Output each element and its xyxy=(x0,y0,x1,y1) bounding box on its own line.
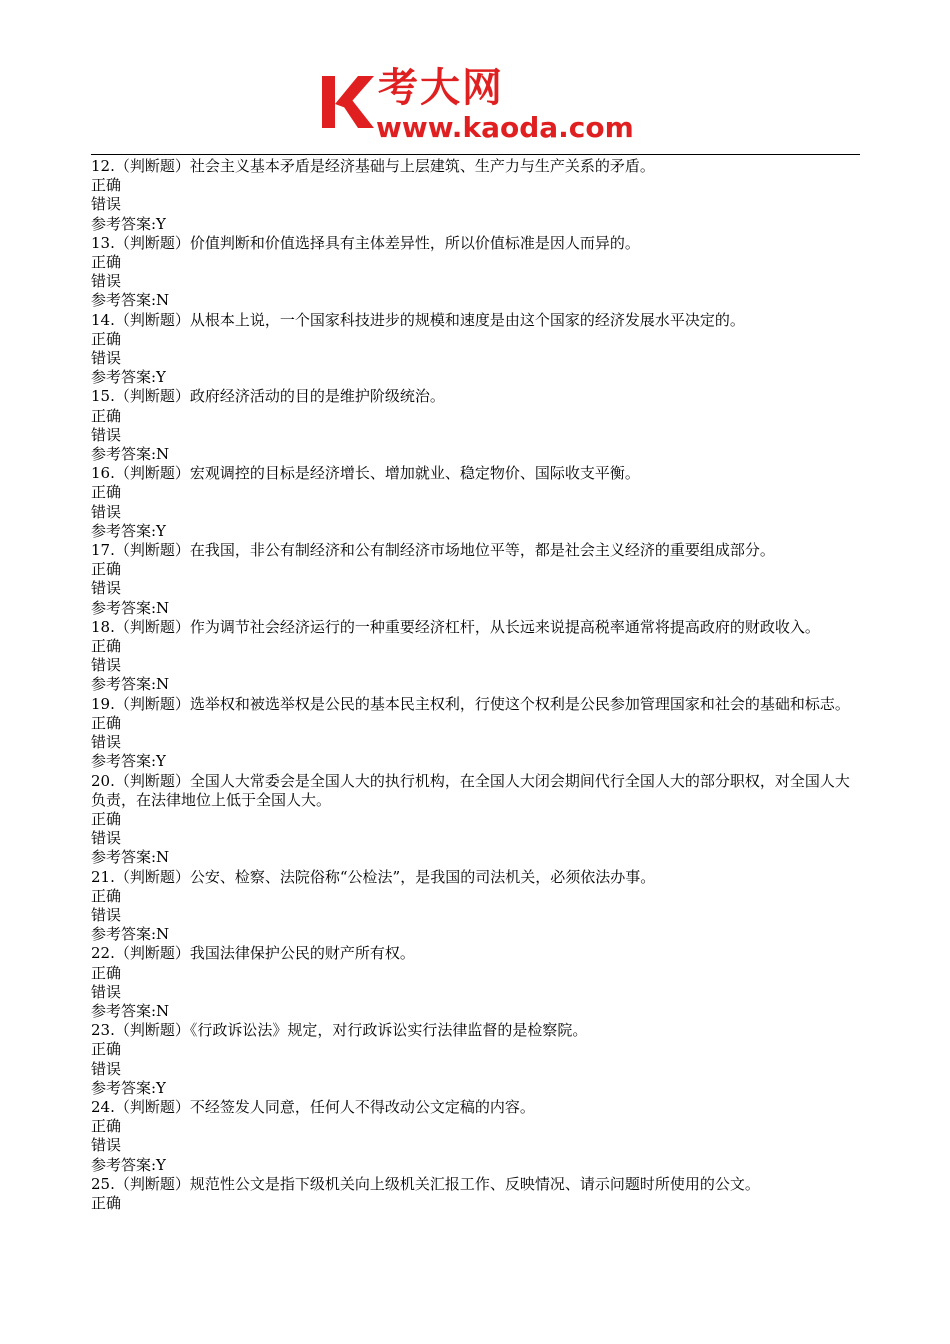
question-stem: 22.（判断题）我国法律保护公民的财产所有权。 xyxy=(91,944,415,963)
question-23 xyxy=(91,1021,863,1098)
reference-answer: 参考答案:N xyxy=(91,925,170,944)
option-correct: 正确 xyxy=(91,406,122,425)
option-wrong: 错误 xyxy=(91,502,122,521)
reference-answer: 参考答案:N xyxy=(91,291,170,310)
page-header xyxy=(318,66,638,148)
logo-title: 考大网 xyxy=(378,65,504,111)
question-stem: 19.（判断题）选举权和被选举权是公民的基本民主权利，行使这个权利是公民参加管理国家和社会的基础和标志。 xyxy=(91,694,850,713)
option-wrong: 错误 xyxy=(91,425,122,444)
question-stem: 25.（判断题）规范性公文是指下级机关向上级机关汇报工作、反映情况、请示问题时所使用的公文。 xyxy=(91,1174,760,1193)
question-stem: 23.（判断题）《行政诉讼法》规定，对行政诉讼实行法律监督的是检察院。 xyxy=(91,1021,588,1040)
reference-answer: 参考答案:Y xyxy=(91,752,166,771)
option-correct: 正确 xyxy=(91,809,122,828)
question-stem: 15.（判断题）政府经济活动的目的是维护阶级统治。 xyxy=(91,387,445,406)
option-wrong: 错误 xyxy=(91,829,122,848)
question-stem: 12.（判断题）社会主义基本矛盾是经济基础与上层建筑、生产力与生产关系的矛盾。 xyxy=(91,157,655,175)
question-stem: 13.（判断题）价值判断和价值选择具有主体差异性，所以价值标准是因人而异的。 xyxy=(91,233,640,252)
question-24 xyxy=(91,1098,863,1175)
reference-answer: 参考答案:N xyxy=(91,445,170,464)
option-correct: 正确 xyxy=(91,560,122,579)
option-correct: 正确 xyxy=(91,1193,122,1212)
option-correct: 正确 xyxy=(91,176,122,195)
reference-answer: 参考答案:Y xyxy=(91,368,166,387)
option-correct: 正确 xyxy=(91,483,122,502)
reference-answer: 参考答案:Y xyxy=(91,1078,166,1097)
option-correct: 正确 xyxy=(91,713,122,732)
question-stem: 18.（判断题）作为调节社会经济运行的一种重要经济杠杆，从长远来说提高税率通常将提高政府的财政收入。 xyxy=(91,617,820,636)
question-20 xyxy=(91,772,863,868)
question-stem: 17.（判断题）在我国，非公有制经济和公有制经济市场地位平等，都是社会主义经济的重要组成部分。 xyxy=(91,541,775,560)
question-12 xyxy=(91,157,863,234)
question-16 xyxy=(91,464,863,541)
question-stem: 24.（判断题）不经签发人同意，任何人不得改动公文定稿的内容。 xyxy=(91,1097,535,1116)
question-stem: 16.（判断题）宏观调控的目标是经济增长、增加就业、稳定物价、国际收支平衡。 xyxy=(91,464,640,483)
option-wrong: 错误 xyxy=(91,905,122,924)
option-correct: 正确 xyxy=(91,1117,122,1136)
reference-answer: 参考答案:Y xyxy=(91,1155,166,1174)
option-correct: 正确 xyxy=(91,253,122,272)
question-13 xyxy=(91,234,863,311)
option-correct: 正确 xyxy=(91,886,122,905)
option-wrong: 错误 xyxy=(91,272,122,291)
question-14 xyxy=(91,311,863,388)
question-18 xyxy=(91,618,863,695)
header-divider xyxy=(91,154,860,155)
kaoda-k-logo-icon xyxy=(318,70,378,134)
option-wrong: 错误 xyxy=(91,195,122,214)
question-17 xyxy=(91,541,863,618)
question-25 xyxy=(91,1175,863,1213)
reference-answer: 参考答案:Y xyxy=(91,521,166,540)
option-wrong: 错误 xyxy=(91,579,122,598)
logo-url: www.kaoda.com xyxy=(376,111,634,144)
question-15 xyxy=(91,387,863,464)
option-wrong: 错误 xyxy=(91,982,122,1001)
question-21 xyxy=(91,868,863,945)
option-wrong: 错误 xyxy=(91,1136,122,1155)
option-wrong: 错误 xyxy=(91,349,122,368)
question-22 xyxy=(91,944,863,1021)
reference-answer: 参考答案:N xyxy=(91,848,170,867)
reference-answer: 参考答案:N xyxy=(91,675,170,694)
reference-answer: 参考答案:Y xyxy=(91,214,166,233)
option-correct: 正确 xyxy=(91,637,122,656)
option-wrong: 错误 xyxy=(91,733,122,752)
question-stem: 20.（判断题）全国人大常委会是全国人大的执行机构，在全国人大闭会期间代行全国人大的部分职权，对全国人大负责，在法律地位上低于全国人大。 xyxy=(91,771,850,809)
reference-answer: 参考答案:N xyxy=(91,1001,170,1020)
option-correct: 正确 xyxy=(91,329,122,348)
question-stem: 14.（判断题）从根本上说，一个国家科技进步的规模和速度是由这个国家的经济发展水平决定的。 xyxy=(91,310,745,329)
reference-answer: 参考答案:N xyxy=(91,598,170,617)
option-correct: 正确 xyxy=(91,1040,122,1059)
option-correct: 正确 xyxy=(91,963,122,982)
option-wrong: 错误 xyxy=(91,656,122,675)
question-list xyxy=(91,157,863,1213)
option-wrong: 错误 xyxy=(91,1059,122,1078)
question-stem: 21.（判断题）公安、检察、法院俗称“公检法”，是我国的司法机关，必须依法办事。 xyxy=(91,867,656,886)
question-19 xyxy=(91,695,863,772)
